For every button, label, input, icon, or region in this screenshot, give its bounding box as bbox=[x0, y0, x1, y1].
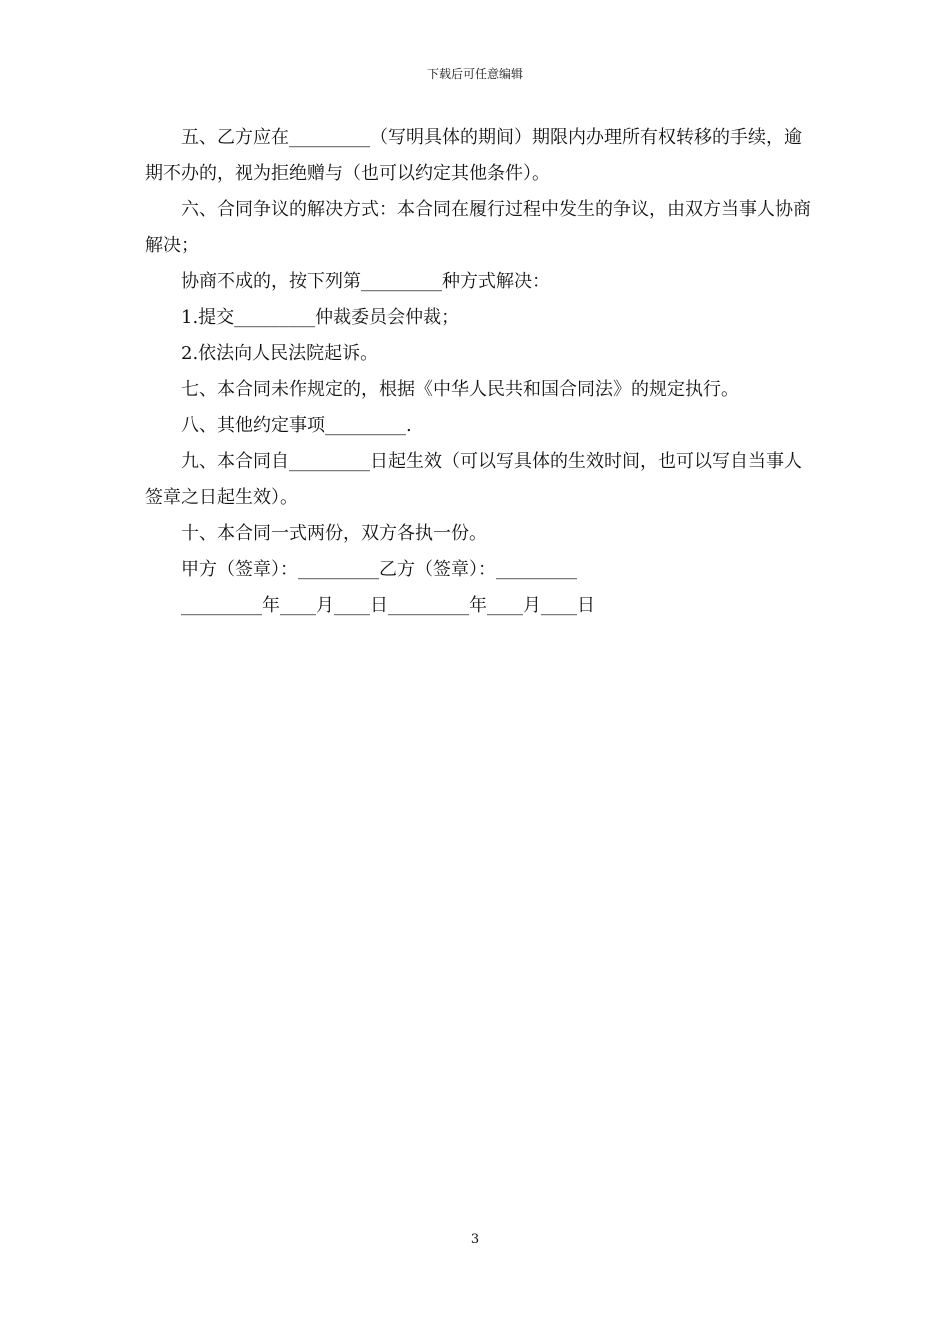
clause-6-paragraph: 六、合同争议的解决方式：本合同在履行过程中发生的争议，由双方当事人协商解决； bbox=[145, 199, 811, 256]
page-number: 3 bbox=[470, 1232, 480, 1247]
clause-9-paragraph: 九、本合同自_________日起生效（可以写具体的生效时间，也可以写自当事人签章之日起生效）。 bbox=[145, 451, 802, 508]
page-header: 下载后可任意编辑 bbox=[426, 67, 523, 81]
clause-7-paragraph: 七、本合同未作规定的，根据《中华人民共和国合同法》的规定执行。 bbox=[181, 379, 739, 400]
dispute-method-paragraph: 协商不成的，按下列第_________种方式解决： bbox=[181, 271, 550, 292]
signature-line: 甲方（签章）：_________乙方（签章）：_________ bbox=[181, 559, 577, 580]
contract-body bbox=[145, 120, 815, 624]
arbitration-option: 1.提交_________仲裁委员会仲裁； bbox=[181, 307, 460, 328]
clause-10-paragraph: 十、本合同一式两份，双方各执一份。 bbox=[181, 523, 487, 544]
court-option: 2.依法向人民法院起诉。 bbox=[181, 343, 379, 364]
clause-5-paragraph: 五、乙方应在_________（写明具体的期间）期限内办理所有权转移的手续，逾期不办的，视为拒绝赠与（也可以约定其他条件）。 bbox=[145, 127, 802, 184]
date-line: _________年____月____日_________年____月____日 bbox=[181, 595, 595, 616]
clause-8-paragraph: 八、其他约定事项_________. bbox=[181, 415, 412, 436]
